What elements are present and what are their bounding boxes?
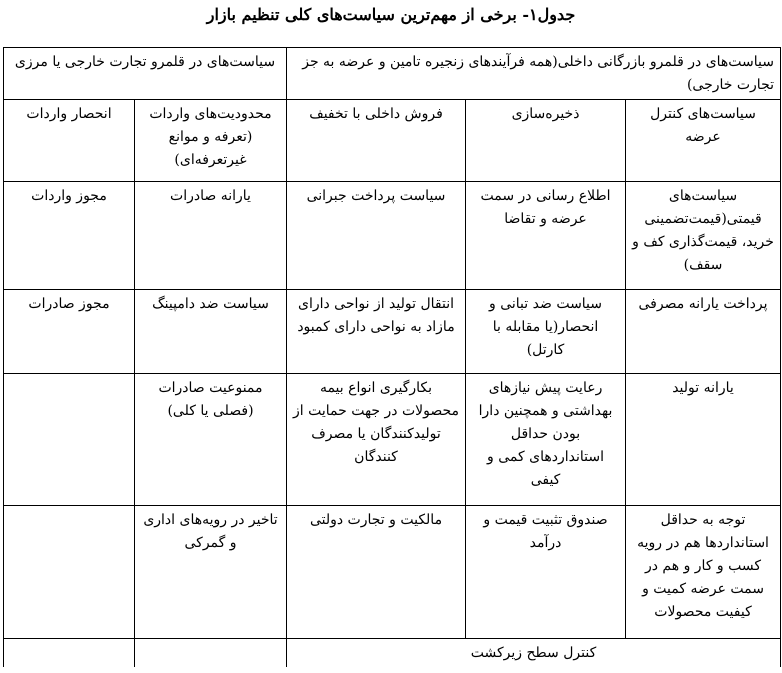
market-policy-table [3, 47, 781, 667]
group-header-row [4, 48, 781, 100]
table-cell: سیاست ضد دامپینگ [135, 290, 287, 374]
table-caption: جدول۱- برخی از مهم‌ترین سیاست‌های کلی تنظیم بازار [206, 5, 576, 24]
column-header-domestic-discount-sale: فروش داخلی با تخفیف [287, 100, 466, 182]
table-cell: اطلاع رسانی در سمت عرضه و تقاضا [466, 182, 626, 290]
table-cell: یارانه صادرات [135, 182, 287, 290]
table-cell: مالکیت و تجارت دولتی [287, 506, 466, 639]
table-cell: صندوق تثبیت قیمت و درآمد [466, 506, 626, 639]
table-cell: سیاست‌های قیمتی(قیمت‌تضمینی خرید، قیمت‌گذاری کف و سقف) [626, 182, 781, 290]
column-header-row [4, 100, 781, 182]
table-cell: یارانه تولید [626, 374, 781, 506]
table-cell: توجه به حداقل استانداردها هم در رویه کسب و کار و هم در سمت عرضه کمیت و کیفیت محصولات [626, 506, 781, 639]
table-cell: انتقال تولید از نواحی دارای مازاد به نواحی دارای کمبود [287, 290, 466, 374]
table-cell: سیاست پرداخت جبرانی [287, 182, 466, 290]
group-header-foreign: سیاست‌های در قلمرو تجارت خارجی یا مرزی [4, 48, 287, 100]
table-cell: سیاست ضد تبانی و انحصار(یا مقابله با کارتل) [466, 290, 626, 374]
table-cell: مجوز صادرات [4, 290, 135, 374]
table-cell: پرداخت یارانه مصرفی [626, 290, 781, 374]
table-row [4, 506, 781, 639]
table-cell-merged: کنترل سطح زیرکشت [287, 639, 781, 668]
table-row [4, 639, 781, 668]
table-cell [135, 639, 287, 668]
column-header-import-restrictions: محدودیت‌های واردات (تعرفه و موانع غیرتعرفه‌ای) [135, 100, 287, 182]
table-cell: بکارگیری انواع بیمه محصولات در جهت حمایت از تولیدکنندگان یا مصرف کنندگان [287, 374, 466, 506]
table-row [4, 182, 781, 290]
table-cell: تاخیر در رویه‌های اداری و گمرکی [135, 506, 287, 639]
column-header-storage: ذخیره‌سازی [466, 100, 626, 182]
table-row [4, 290, 781, 374]
column-header-import-monopoly: انحصار واردات [4, 100, 135, 182]
table-cell [4, 639, 135, 668]
table-cell: مجوز واردات [4, 182, 135, 290]
table-cell: رعایت پیش نیازهای بهداشتی و همچنین دارا بودن حداقل استانداردهای کمی و کیفی [466, 374, 626, 506]
table-row [4, 374, 781, 506]
table-cell: ممنوعیت صادرات (فصلی یا کلی) [135, 374, 287, 506]
table-cell [4, 506, 135, 639]
group-header-domestic: سیاست‌های در قلمرو بازرگانی داخلی(همه فرآیندهای زنجیره تامین و عرضه به جز تجارت خارجی) [287, 48, 781, 100]
column-header-supply-control: سیاست‌های کنترل عرضه [626, 100, 781, 182]
table-cell [4, 374, 135, 506]
